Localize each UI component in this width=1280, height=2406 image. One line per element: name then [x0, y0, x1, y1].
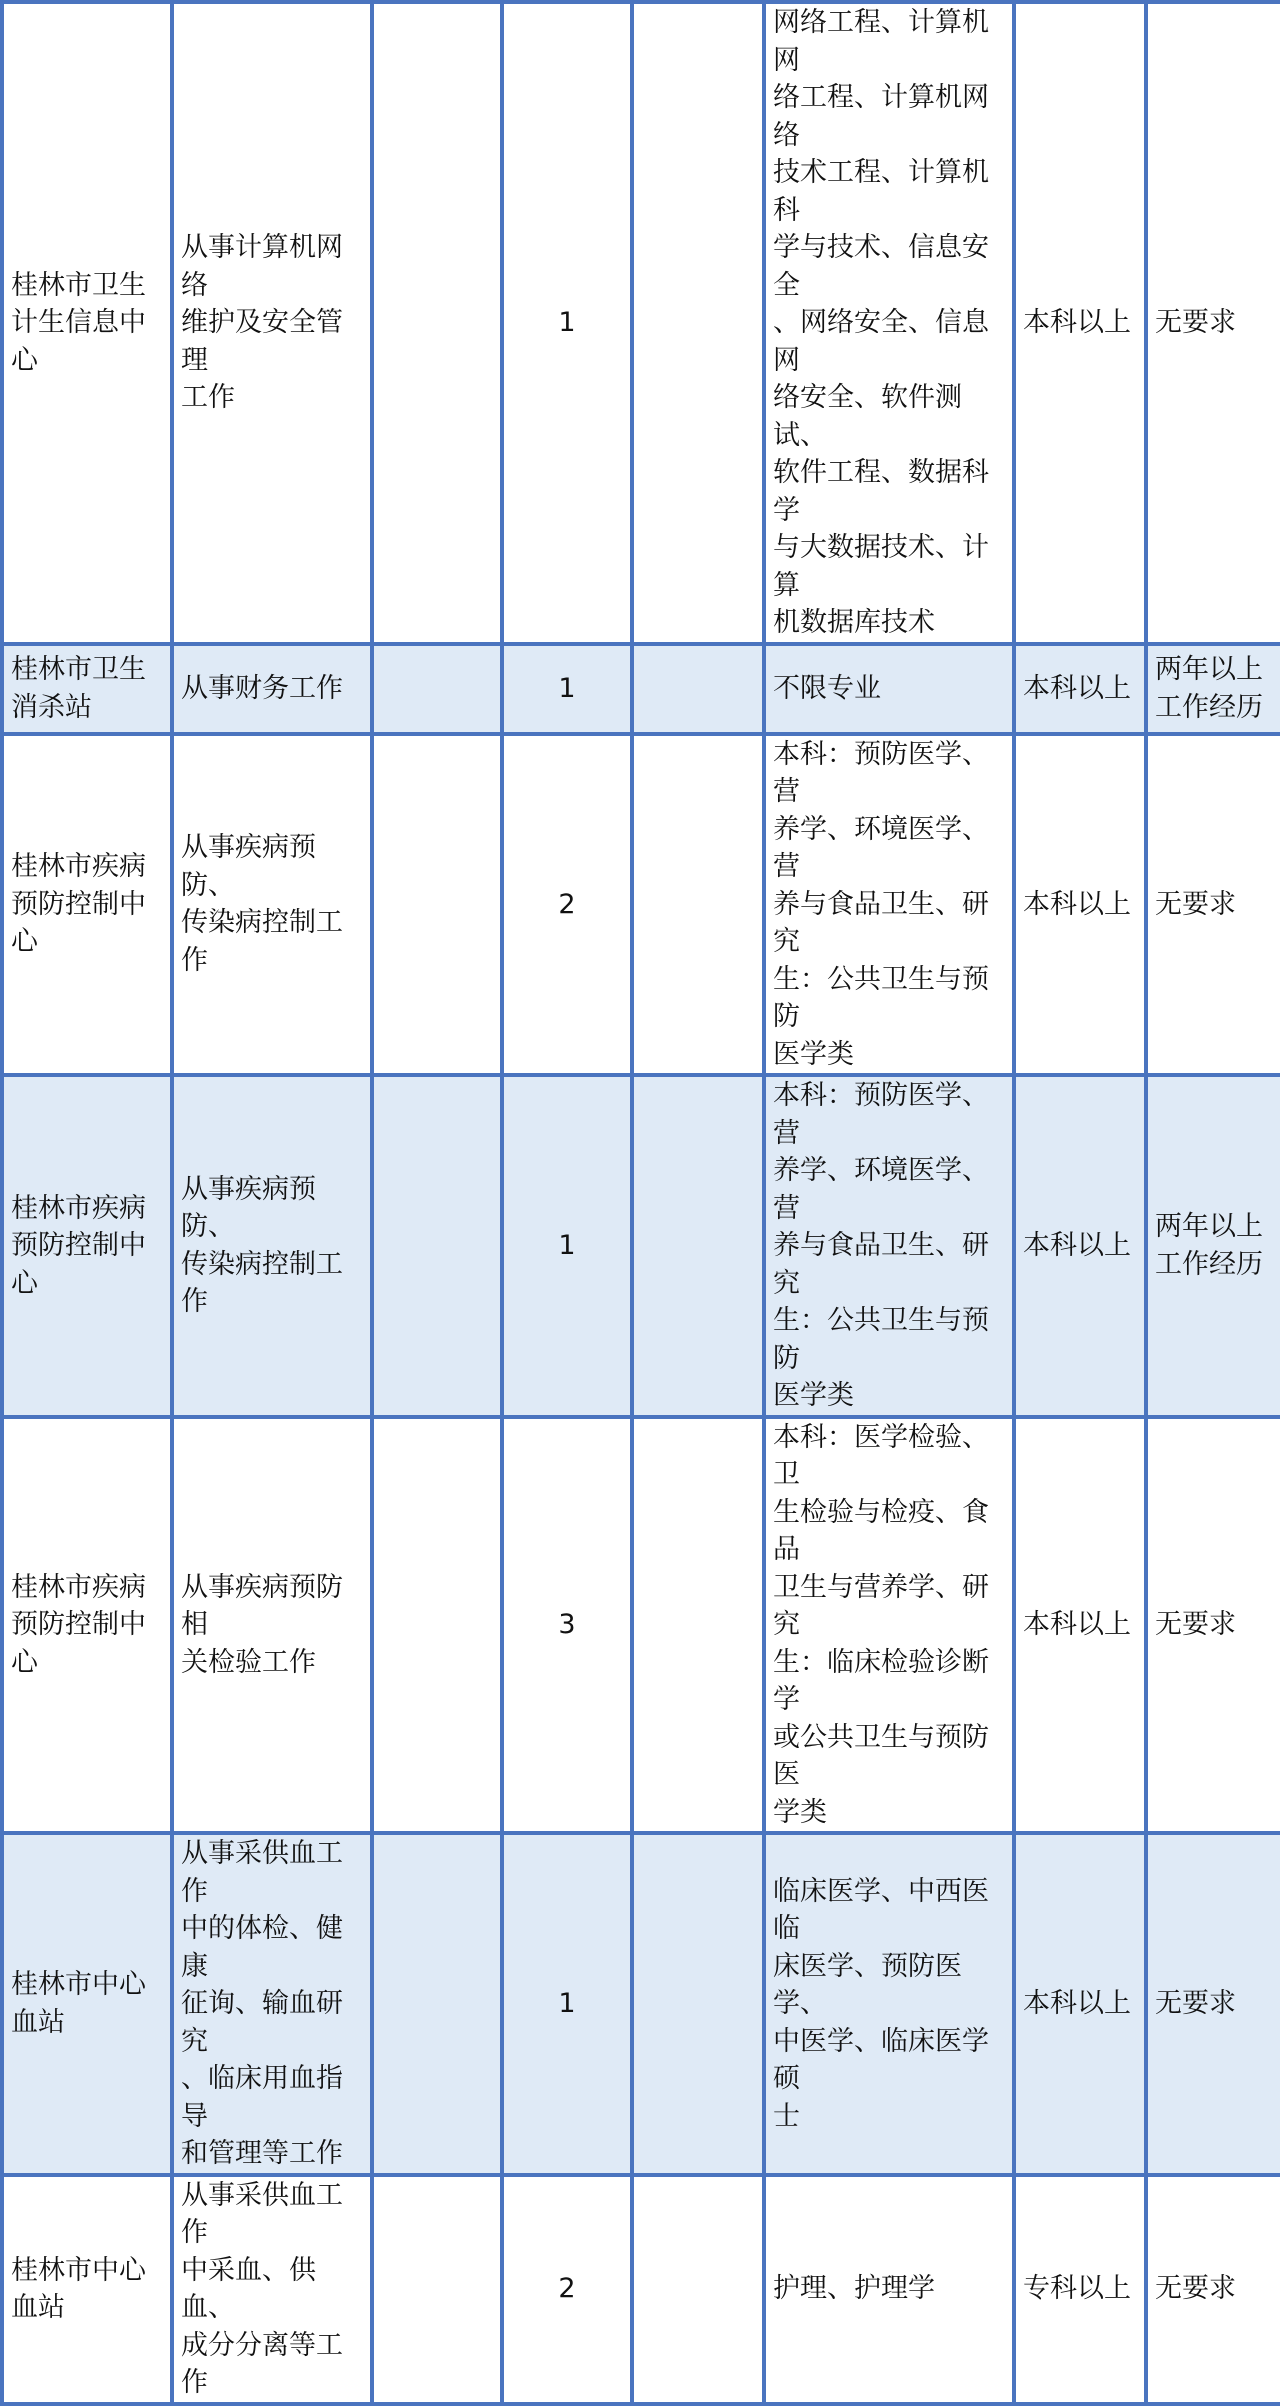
education-text: 本科以上	[1023, 888, 1131, 920]
duties-text: 从事采供血工作 中的体检、健康 征询、输血研究 、临床用血指导 和管理等工作	[181, 1838, 343, 2169]
duties-text: 从事疾病预防、 传染病控制工作	[181, 832, 343, 976]
duties-cell	[172, 2, 372, 644]
blank-cell	[372, 2175, 502, 2404]
education-text: 本科以上	[1023, 307, 1131, 338]
experience-cell	[1146, 2175, 1280, 2404]
duties-cell	[172, 644, 372, 734]
major-cell	[764, 1417, 1014, 1834]
blank-cell	[372, 734, 502, 1076]
education-cell	[1014, 644, 1146, 734]
duties-text: 从事疾病预防、 传染病控制工作	[181, 1173, 343, 1318]
experience-text: 无要求	[1155, 888, 1236, 920]
table-row	[2, 734, 1280, 1076]
table-row	[2, 2175, 1280, 2404]
education-cell	[1014, 734, 1146, 1076]
major-cell	[764, 1075, 1014, 1417]
education-text: 本科以上	[1023, 1609, 1131, 1640]
count-cell: 1	[502, 1075, 632, 1417]
experience-cell	[1146, 644, 1280, 734]
education-cell	[1014, 1833, 1146, 2175]
major-cell	[764, 1833, 1014, 2175]
experience-text: 无要求	[1155, 2273, 1236, 2305]
unit-text: 桂林市卫生 计生信息中 心	[11, 269, 146, 376]
count-cell: 1	[502, 644, 632, 734]
count-cell: 3	[502, 1417, 632, 1834]
major-text: 临床医学、中西医临 床医学、预防医学、 中医学、临床医学硕 士	[773, 1875, 989, 2132]
major-cell	[764, 2175, 1014, 2404]
duties-cell	[172, 734, 372, 1076]
duties-cell	[172, 2175, 372, 2404]
blank-cell	[632, 1075, 764, 1417]
count-cell: 1	[502, 1833, 632, 2175]
experience-cell	[1146, 734, 1280, 1076]
education-cell	[1014, 1417, 1146, 1834]
table-row	[2, 1417, 1280, 1834]
unit-text: 桂林市疾病 预防控制中 心	[11, 851, 146, 957]
duties-cell	[172, 1417, 372, 1834]
major-text: 不限专业	[773, 672, 881, 704]
duties-cell	[172, 1833, 372, 2175]
table-row	[2, 644, 1280, 734]
experience-text: 两年以上 工作经历	[1155, 1211, 1263, 1280]
unit-cell	[2, 734, 172, 1076]
blank-cell	[632, 2, 764, 644]
blank-cell	[372, 1417, 502, 1834]
education-text: 专科以上	[1023, 2273, 1131, 2305]
blank-cell	[632, 734, 764, 1076]
blank-cell	[372, 2, 502, 644]
experience-cell	[1146, 1075, 1280, 1417]
experience-text: 无要求	[1155, 1988, 1236, 2019]
experience-cell	[1146, 1417, 1280, 1834]
blank-cell	[632, 1833, 764, 2175]
major-cell	[764, 644, 1014, 734]
count-cell: 2	[502, 734, 632, 1076]
count-cell: 1	[502, 2, 632, 644]
major-text: 本科：医学检验、卫 生检验与检疫、食品 卫生与营养学、研究 生：临床检验诊断学 或公共卫生与预防医 学类	[773, 1421, 989, 1828]
blank-cell	[372, 1833, 502, 2175]
table-row	[2, 1075, 1280, 1417]
duties-text: 从事采供血工作 中采血、供血、 成分分离等工作	[181, 2179, 343, 2398]
education-text: 本科以上	[1023, 1988, 1131, 2019]
education-text: 本科以上	[1023, 672, 1131, 704]
unit-text: 桂林市疾病 预防控制中 心	[11, 1192, 146, 1299]
blank-cell	[632, 644, 764, 734]
unit-text: 桂林市中心 血站	[11, 2254, 146, 2323]
blank-cell	[632, 1417, 764, 1834]
table-row	[2, 2, 1280, 644]
major-text: 护理、护理学	[773, 2273, 935, 2305]
major-cell	[764, 734, 1014, 1076]
experience-cell	[1146, 1833, 1280, 2175]
count-cell: 2	[502, 2175, 632, 2404]
experience-text: 无要求	[1155, 307, 1236, 338]
blank-cell	[372, 644, 502, 734]
blank-cell	[372, 1075, 502, 1417]
unit-cell	[2, 2, 172, 644]
duties-text: 从事疾病预防相 关检验工作	[181, 1571, 343, 1678]
table-row	[2, 1833, 1280, 2175]
education-cell	[1014, 2, 1146, 644]
duties-cell	[172, 1075, 372, 1417]
major-text: 本科：预防医学、营 养学、环境医学、营 养与食品卫生、研究 生：公共卫生与预防 医学类	[773, 738, 989, 1070]
major-cell	[764, 2, 1014, 644]
unit-cell	[2, 2175, 172, 2404]
education-cell	[1014, 2175, 1146, 2404]
major-text: 本科：预防医学、营 养学、环境医学、营 养与食品卫生、研究 生：公共卫生与预防 医学类	[773, 1080, 989, 1411]
unit-cell	[2, 1075, 172, 1417]
major-text: 网络工程、计算机网 络工程、计算机网络 技术工程、计算机科 学与技术、信息安全 、网络安全、信息网 络安全、软件测试、 软件工程、数据科学 与大数据技术、计算 机数据库技术	[773, 7, 989, 638]
duties-text: 从事财务工作	[181, 672, 343, 704]
education-cell	[1014, 1075, 1146, 1417]
experience-text: 两年以上 工作经历	[1155, 654, 1263, 723]
unit-cell	[2, 644, 172, 734]
unit-text: 桂林市疾病 预防控制中 心	[11, 1571, 146, 1678]
unit-text: 桂林市卫生 消杀站	[11, 654, 146, 723]
duties-text: 从事计算机网络 维护及安全管理 工作	[181, 232, 343, 413]
unit-cell	[2, 1833, 172, 2175]
experience-text: 无要求	[1155, 1609, 1236, 1640]
blank-cell	[632, 2175, 764, 2404]
unit-cell	[2, 1417, 172, 1834]
unit-text: 桂林市中心 血站	[11, 1969, 146, 2038]
experience-cell	[1146, 2, 1280, 644]
education-text: 本科以上	[1023, 1230, 1131, 1261]
